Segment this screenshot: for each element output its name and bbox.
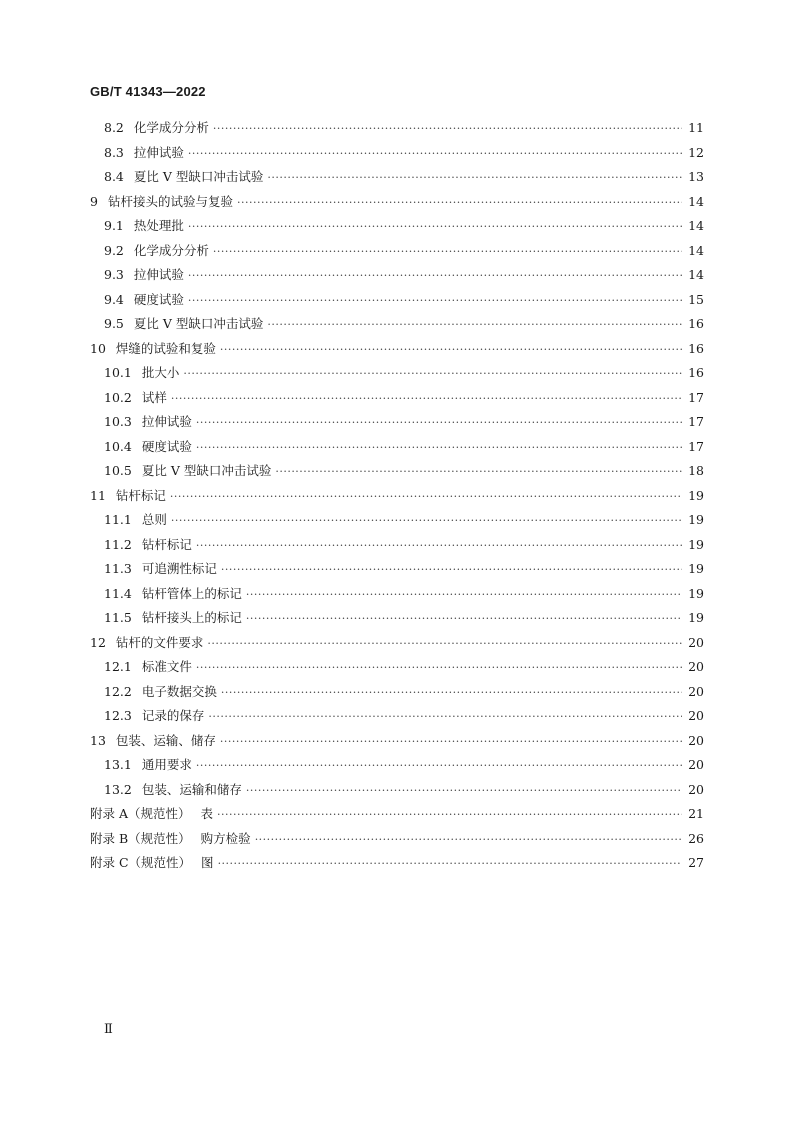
toc-entry-number: 附录 C（规范性）	[90, 855, 192, 870]
toc-leader-dots	[188, 294, 682, 307]
toc-entry-number: 11.1	[104, 512, 132, 527]
toc-leader-dots	[208, 710, 682, 723]
toc-entry[interactable]	[90, 486, 704, 511]
toc-leader-dots	[267, 171, 682, 184]
toc-entry-page: 20	[688, 732, 704, 748]
toc-leader-dots	[213, 122, 682, 135]
toc-entry-number: 9.5	[104, 316, 124, 331]
page-number: Ⅱ	[104, 1022, 113, 1037]
toc-entry-number: 12.2	[104, 683, 132, 699]
toc-entry-page: 13	[688, 169, 704, 184]
toc-entry[interactable]	[90, 290, 704, 315]
toc-entry-title: 夏比 V 型缺口冲击试验	[141, 463, 272, 478]
toc-entry-number: 8.2	[104, 120, 124, 135]
toc-entry-title: 拉伸试验	[133, 267, 184, 282]
toc-entry-number: 9.4	[104, 291, 124, 307]
toc-entry-number: 8.3	[104, 144, 124, 160]
toc-leader-dots	[213, 245, 682, 258]
toc-entry[interactable]	[90, 412, 704, 437]
toc-entry-title: 总则	[141, 512, 167, 527]
toc-entry-page: 19	[688, 487, 704, 503]
toc-entry-title: 标准文件	[141, 659, 192, 674]
toc-entry-page: 19	[688, 610, 704, 625]
toc-entry-page: 20	[688, 708, 704, 723]
toc-entry-number: 12.3	[104, 708, 132, 723]
toc-entry[interactable]	[90, 510, 704, 535]
toc-entry-number: 13.1	[104, 757, 132, 772]
toc-entry-title: 化学成分分析	[133, 242, 209, 258]
toc-entry-title: 硬度试验	[133, 291, 184, 307]
toc-entry-title: 批大小	[141, 365, 180, 380]
toc-entry-title: 图	[201, 855, 214, 870]
toc-leader-dots	[171, 514, 682, 527]
toc-entry-title: 通用要求	[141, 757, 192, 772]
toc-entry-page: 27	[688, 855, 704, 870]
toc-leader-dots	[196, 661, 682, 674]
toc-entry-title: 钻杆管体上的标记	[141, 585, 242, 601]
toc-leader-dots	[196, 759, 682, 772]
toc-entry-page: 16	[688, 316, 704, 331]
toc-entry-title: 包装、运输、储存	[115, 732, 216, 748]
toc-entry-number: 10.2	[104, 389, 132, 405]
toc-entry-number: 11.3	[104, 561, 132, 576]
toc-entry-title: 拉伸试验	[133, 144, 184, 160]
toc-entry[interactable]	[90, 192, 704, 217]
toc-entry-title: 夏比 V 型缺口冲击试验	[133, 316, 264, 331]
toc-leader-dots	[246, 588, 682, 601]
toc-entry-title: 记录的保存	[141, 708, 205, 723]
toc-entry-number: 10.5	[104, 463, 132, 478]
toc-entry[interactable]	[90, 633, 704, 658]
toc-entry-title: 可追溯性标记	[141, 561, 217, 576]
toc-entry[interactable]	[90, 804, 704, 829]
toc-entry-page: 20	[688, 757, 704, 772]
toc-entry[interactable]	[90, 559, 704, 584]
toc-entry[interactable]	[90, 731, 704, 756]
toc-entry-page: 19	[688, 536, 704, 552]
toc-entry-title: 包装、运输和储存	[141, 781, 242, 797]
toc-entry-page: 19	[688, 585, 704, 601]
toc-entry-page: 11	[688, 120, 704, 135]
toc-leader-dots	[170, 490, 682, 503]
toc-entry[interactable]	[90, 829, 704, 854]
toc-entry-page: 14	[688, 242, 704, 258]
toc-entry[interactable]	[90, 706, 704, 731]
toc-entry-title: 夏比 V 型缺口冲击试验	[133, 169, 264, 184]
toc-entry-number: 13	[90, 732, 106, 748]
toc-entry-page: 14	[688, 218, 704, 233]
toc-entry-title: 化学成分分析	[133, 120, 209, 135]
toc-entry-title: 试样	[141, 389, 167, 405]
toc-entry-page: 20	[688, 634, 704, 650]
toc-entry-page: 17	[688, 389, 704, 405]
toc-entry-page: 20	[688, 659, 704, 674]
table-of-contents	[90, 118, 704, 878]
toc-entry-number: 13.2	[104, 781, 132, 797]
toc-entry-number: 11.5	[104, 610, 132, 625]
toc-entry-number: 8.4	[104, 169, 124, 184]
toc-entry-number: 11	[90, 487, 106, 503]
toc-leader-dots	[217, 808, 682, 821]
toc-leader-dots	[246, 784, 682, 797]
toc-leader-dots	[171, 392, 682, 405]
toc-entry-page: 19	[688, 561, 704, 576]
toc-entry[interactable]	[90, 780, 704, 805]
toc-entry-number: 10	[90, 340, 106, 356]
toc-entry-number: 10.1	[104, 365, 132, 380]
toc-leader-dots	[188, 147, 682, 160]
toc-entry-number: 10.3	[104, 414, 132, 429]
toc-entry[interactable]	[90, 437, 704, 462]
toc-leader-dots	[196, 416, 682, 429]
toc-leader-dots	[207, 637, 682, 650]
toc-entry-page: 21	[688, 806, 704, 821]
toc-entry-page: 17	[688, 438, 704, 454]
toc-entry[interactable]	[90, 339, 704, 364]
toc-entry-page: 16	[688, 365, 704, 380]
toc-entry-number: 9	[90, 193, 98, 209]
toc-entry-title: 热处理批	[133, 218, 184, 233]
toc-leader-dots	[220, 343, 682, 356]
toc-entry-page: 12	[688, 144, 704, 160]
toc-entry[interactable]	[90, 535, 704, 560]
toc-leader-dots	[188, 220, 682, 233]
toc-entry-page: 14	[688, 267, 704, 282]
toc-entry-title: 购方检验	[200, 830, 251, 846]
toc-leader-dots	[221, 563, 682, 576]
toc-entry-number: 9.1	[104, 218, 124, 233]
toc-entry-page: 20	[688, 781, 704, 797]
toc-entry-title: 钻杆标记	[115, 487, 166, 503]
toc-leader-dots	[221, 686, 682, 699]
toc-entry-title: 钻杆接头的试验与复验	[107, 193, 233, 209]
toc-entry-page: 20	[688, 683, 704, 699]
toc-entry-page: 17	[688, 414, 704, 429]
toc-entry[interactable]	[90, 608, 704, 633]
toc-leader-dots	[267, 318, 682, 331]
toc-leader-dots	[196, 441, 682, 454]
toc-entry-page: 14	[688, 193, 704, 209]
toc-leader-dots	[183, 367, 682, 380]
toc-entry-page: 26	[688, 830, 704, 846]
toc-entry[interactable]	[90, 755, 704, 780]
toc-leader-dots	[246, 612, 682, 625]
toc-entry[interactable]	[90, 167, 704, 192]
toc-leader-dots	[218, 857, 683, 870]
toc-entry[interactable]	[90, 118, 704, 143]
toc-entry-number: 附录 B（规范性）	[90, 830, 191, 846]
toc-entry-number: 12	[90, 634, 106, 650]
toc-entry-number: 9.3	[104, 267, 124, 282]
toc-entry-page: 15	[688, 291, 704, 307]
toc-entry[interactable]	[90, 265, 704, 290]
toc-entry[interactable]	[90, 584, 704, 609]
toc-entry[interactable]	[90, 363, 704, 388]
toc-entry-number: 附录 A（规范性）	[90, 806, 191, 821]
toc-entry-title: 钻杆的文件要求	[115, 634, 204, 650]
toc-entry[interactable]	[90, 143, 704, 168]
toc-entry-page: 19	[688, 512, 704, 527]
toc-entry-page: 16	[688, 340, 704, 356]
toc-entry[interactable]	[90, 241, 704, 266]
toc-entry[interactable]	[90, 216, 704, 241]
toc-leader-dots	[220, 735, 682, 748]
toc-entry-number: 10.4	[104, 438, 132, 454]
toc-entry-title: 拉伸试验	[141, 414, 192, 429]
toc-entry[interactable]	[90, 657, 704, 682]
toc-entry-title: 焊缝的试验和复验	[115, 340, 216, 356]
toc-entry-number: 12.1	[104, 659, 132, 674]
toc-entry[interactable]	[90, 461, 704, 486]
toc-entry-title: 钻杆标记	[141, 536, 192, 552]
toc-entry-number: 11.2	[104, 536, 132, 552]
toc-leader-dots	[196, 539, 682, 552]
toc-leader-dots	[237, 196, 682, 209]
toc-entry-page: 18	[688, 463, 704, 478]
toc-entry[interactable]	[90, 682, 704, 707]
toc-entry-number: 11.4	[104, 585, 132, 601]
toc-leader-dots	[275, 465, 682, 478]
toc-entry-title: 表	[200, 806, 214, 821]
toc-entry-title: 电子数据交换	[141, 683, 217, 699]
toc-entry[interactable]	[90, 853, 704, 878]
toc-leader-dots	[188, 269, 682, 282]
document-code: GB/T 41343—2022	[90, 84, 206, 99]
toc-entry[interactable]	[90, 314, 704, 339]
toc-entry[interactable]	[90, 388, 704, 413]
toc-entry-number: 9.2	[104, 242, 124, 258]
toc-entry-title: 钻杆接头上的标记	[141, 610, 242, 625]
toc-entry-title: 硬度试验	[141, 438, 192, 454]
toc-leader-dots	[255, 833, 682, 846]
